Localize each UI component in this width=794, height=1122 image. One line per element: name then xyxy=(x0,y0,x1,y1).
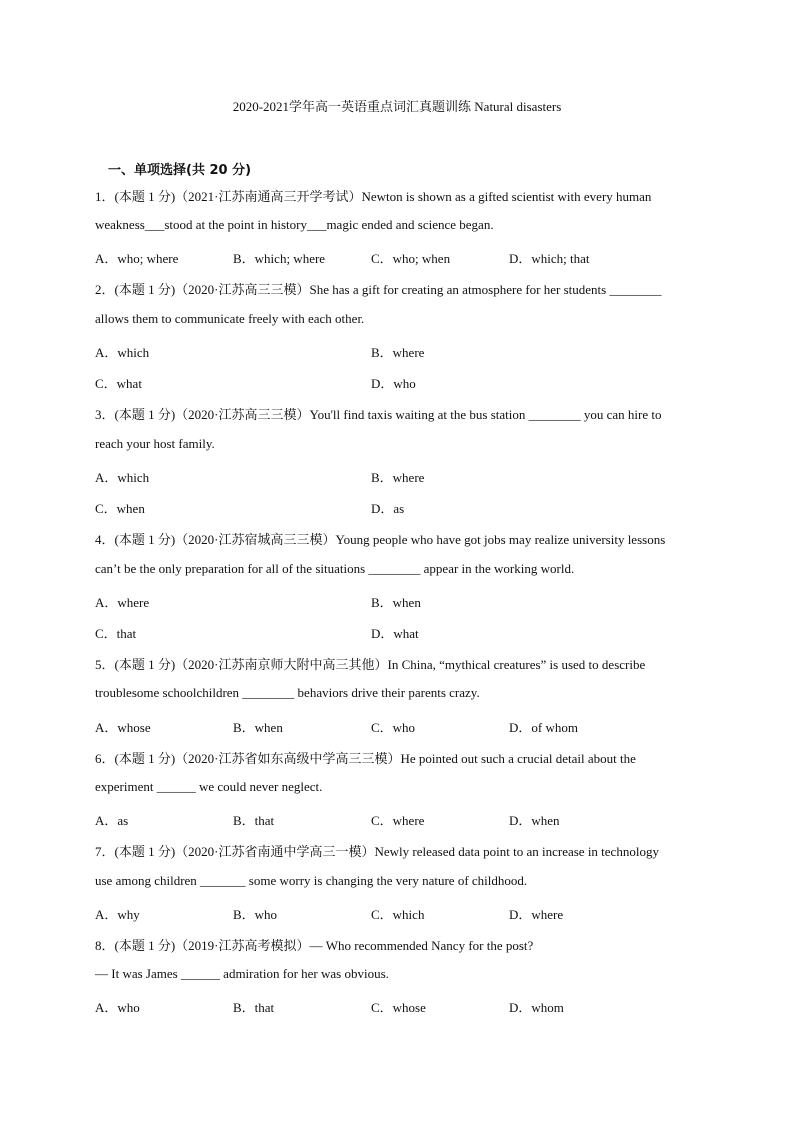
question-6-option-b[interactable]: B．that xyxy=(233,813,275,828)
question-6-option-a[interactable]: A．as xyxy=(95,813,129,828)
question-1-stem-cont: weakness___stood at the point in history___magic ended and science began. xyxy=(95,217,494,232)
question-8-option-c[interactable]: C．whose xyxy=(371,1000,426,1015)
question-8-option-d[interactable]: D．whom xyxy=(509,1000,564,1015)
question-8-stem: 8．(本题 1 分)（2019·江苏高考模拟）— Who recommended Nancy for the post? xyxy=(95,938,534,953)
question-2-option-b[interactable]: B．where xyxy=(371,345,425,360)
question-1-option-b[interactable]: B．which; where xyxy=(233,251,326,266)
question-1-option-c[interactable]: C．who; when xyxy=(371,251,451,266)
section-heading: 一、单项选择(共 20 分) xyxy=(108,163,252,178)
question-8-option-b[interactable]: B．that xyxy=(233,1000,275,1015)
question-3-option-b[interactable]: B．where xyxy=(371,470,425,485)
question-6-stem-cont: experiment ______ we could never neglect. xyxy=(95,779,323,794)
question-5-stem: 5．(本题 1 分)（2020·江苏南京师大附中高三其他）In China, “mythical creatures” is used to describe xyxy=(95,657,646,672)
question-8-option-a[interactable]: A．who xyxy=(95,1000,140,1015)
question-8-stem-cont: — It was James ______ admiration for her was obvious. xyxy=(95,966,389,981)
question-4-stem: 4．(本题 1 分)（2020·江苏宿城高三三模）Young people who have got jobs may realize university lessons xyxy=(95,532,666,547)
question-5-option-a[interactable]: A．whose xyxy=(95,720,151,735)
question-3-option-c[interactable]: C．when xyxy=(95,501,145,516)
question-4-stem-cont: can’t be the only preparation for all of the situations ________ appear in the working world. xyxy=(95,561,575,576)
question-3-option-a[interactable]: A．which xyxy=(95,470,150,485)
question-3-option-d[interactable]: D．as xyxy=(371,501,405,516)
question-2-option-d[interactable]: D．who xyxy=(371,376,416,391)
document-title: 2020-2021学年高一英语重点词汇真题训练 Natural disasters xyxy=(232,99,562,114)
question-5-stem-cont: troublesome schoolchildren ________ behaviors drive their parents crazy. xyxy=(95,685,480,700)
question-7-option-c[interactable]: C．which xyxy=(371,907,425,922)
question-7-stem: 7．(本题 1 分)（2020·江苏省南通中学高三一模）Newly released data point to an increase in technology xyxy=(95,844,659,859)
question-2-option-c[interactable]: C．what xyxy=(95,376,142,391)
question-5-option-b[interactable]: B．when xyxy=(233,720,283,735)
question-7-stem-cont: use among children _______ some worry is changing the very nature of childhood. xyxy=(95,873,528,888)
question-1-option-d[interactable]: D．which; that xyxy=(509,251,590,266)
question-7-option-a[interactable]: A．why xyxy=(95,907,140,922)
question-4-option-a[interactable]: A．where xyxy=(95,595,150,610)
question-6-option-d[interactable]: D．when xyxy=(509,813,560,828)
question-7-option-d[interactable]: D．where xyxy=(509,907,564,922)
question-5-option-d[interactable]: D．of whom xyxy=(509,720,578,735)
question-2-stem-cont: allows them to communicate freely with each other. xyxy=(95,311,365,326)
question-1-option-a[interactable]: A．who; where xyxy=(95,251,179,266)
question-4-option-d[interactable]: D．what xyxy=(371,626,419,641)
question-1-stem: 1．(本题 1 分)（2021·江苏南通高三开学考试）Newton is shown as a gifted scientist with every human xyxy=(95,189,652,204)
question-2-stem: 2．(本题 1 分)（2020·江苏高三三模）She has a gift for creating an atmosphere for her students ________ xyxy=(95,282,662,297)
question-5-option-c[interactable]: C．who xyxy=(371,720,416,735)
question-6-option-c[interactable]: C．where xyxy=(371,813,425,828)
question-4-option-b[interactable]: B．when xyxy=(371,595,421,610)
question-7-option-b[interactable]: B．who xyxy=(233,907,278,922)
question-6-stem: 6．(本题 1 分)（2020·江苏省如东高级中学高三三模）He pointed out such a crucial detail about the xyxy=(95,751,636,766)
question-3-stem-cont: reach your host family. xyxy=(95,436,215,451)
question-4-option-c[interactable]: C．that xyxy=(95,626,137,641)
question-3-stem: 3．(本题 1 分)（2020·江苏高三三模）You'll find taxis waiting at the bus station ________ you can hire to xyxy=(95,407,662,422)
question-2-option-a[interactable]: A．which xyxy=(95,345,150,360)
